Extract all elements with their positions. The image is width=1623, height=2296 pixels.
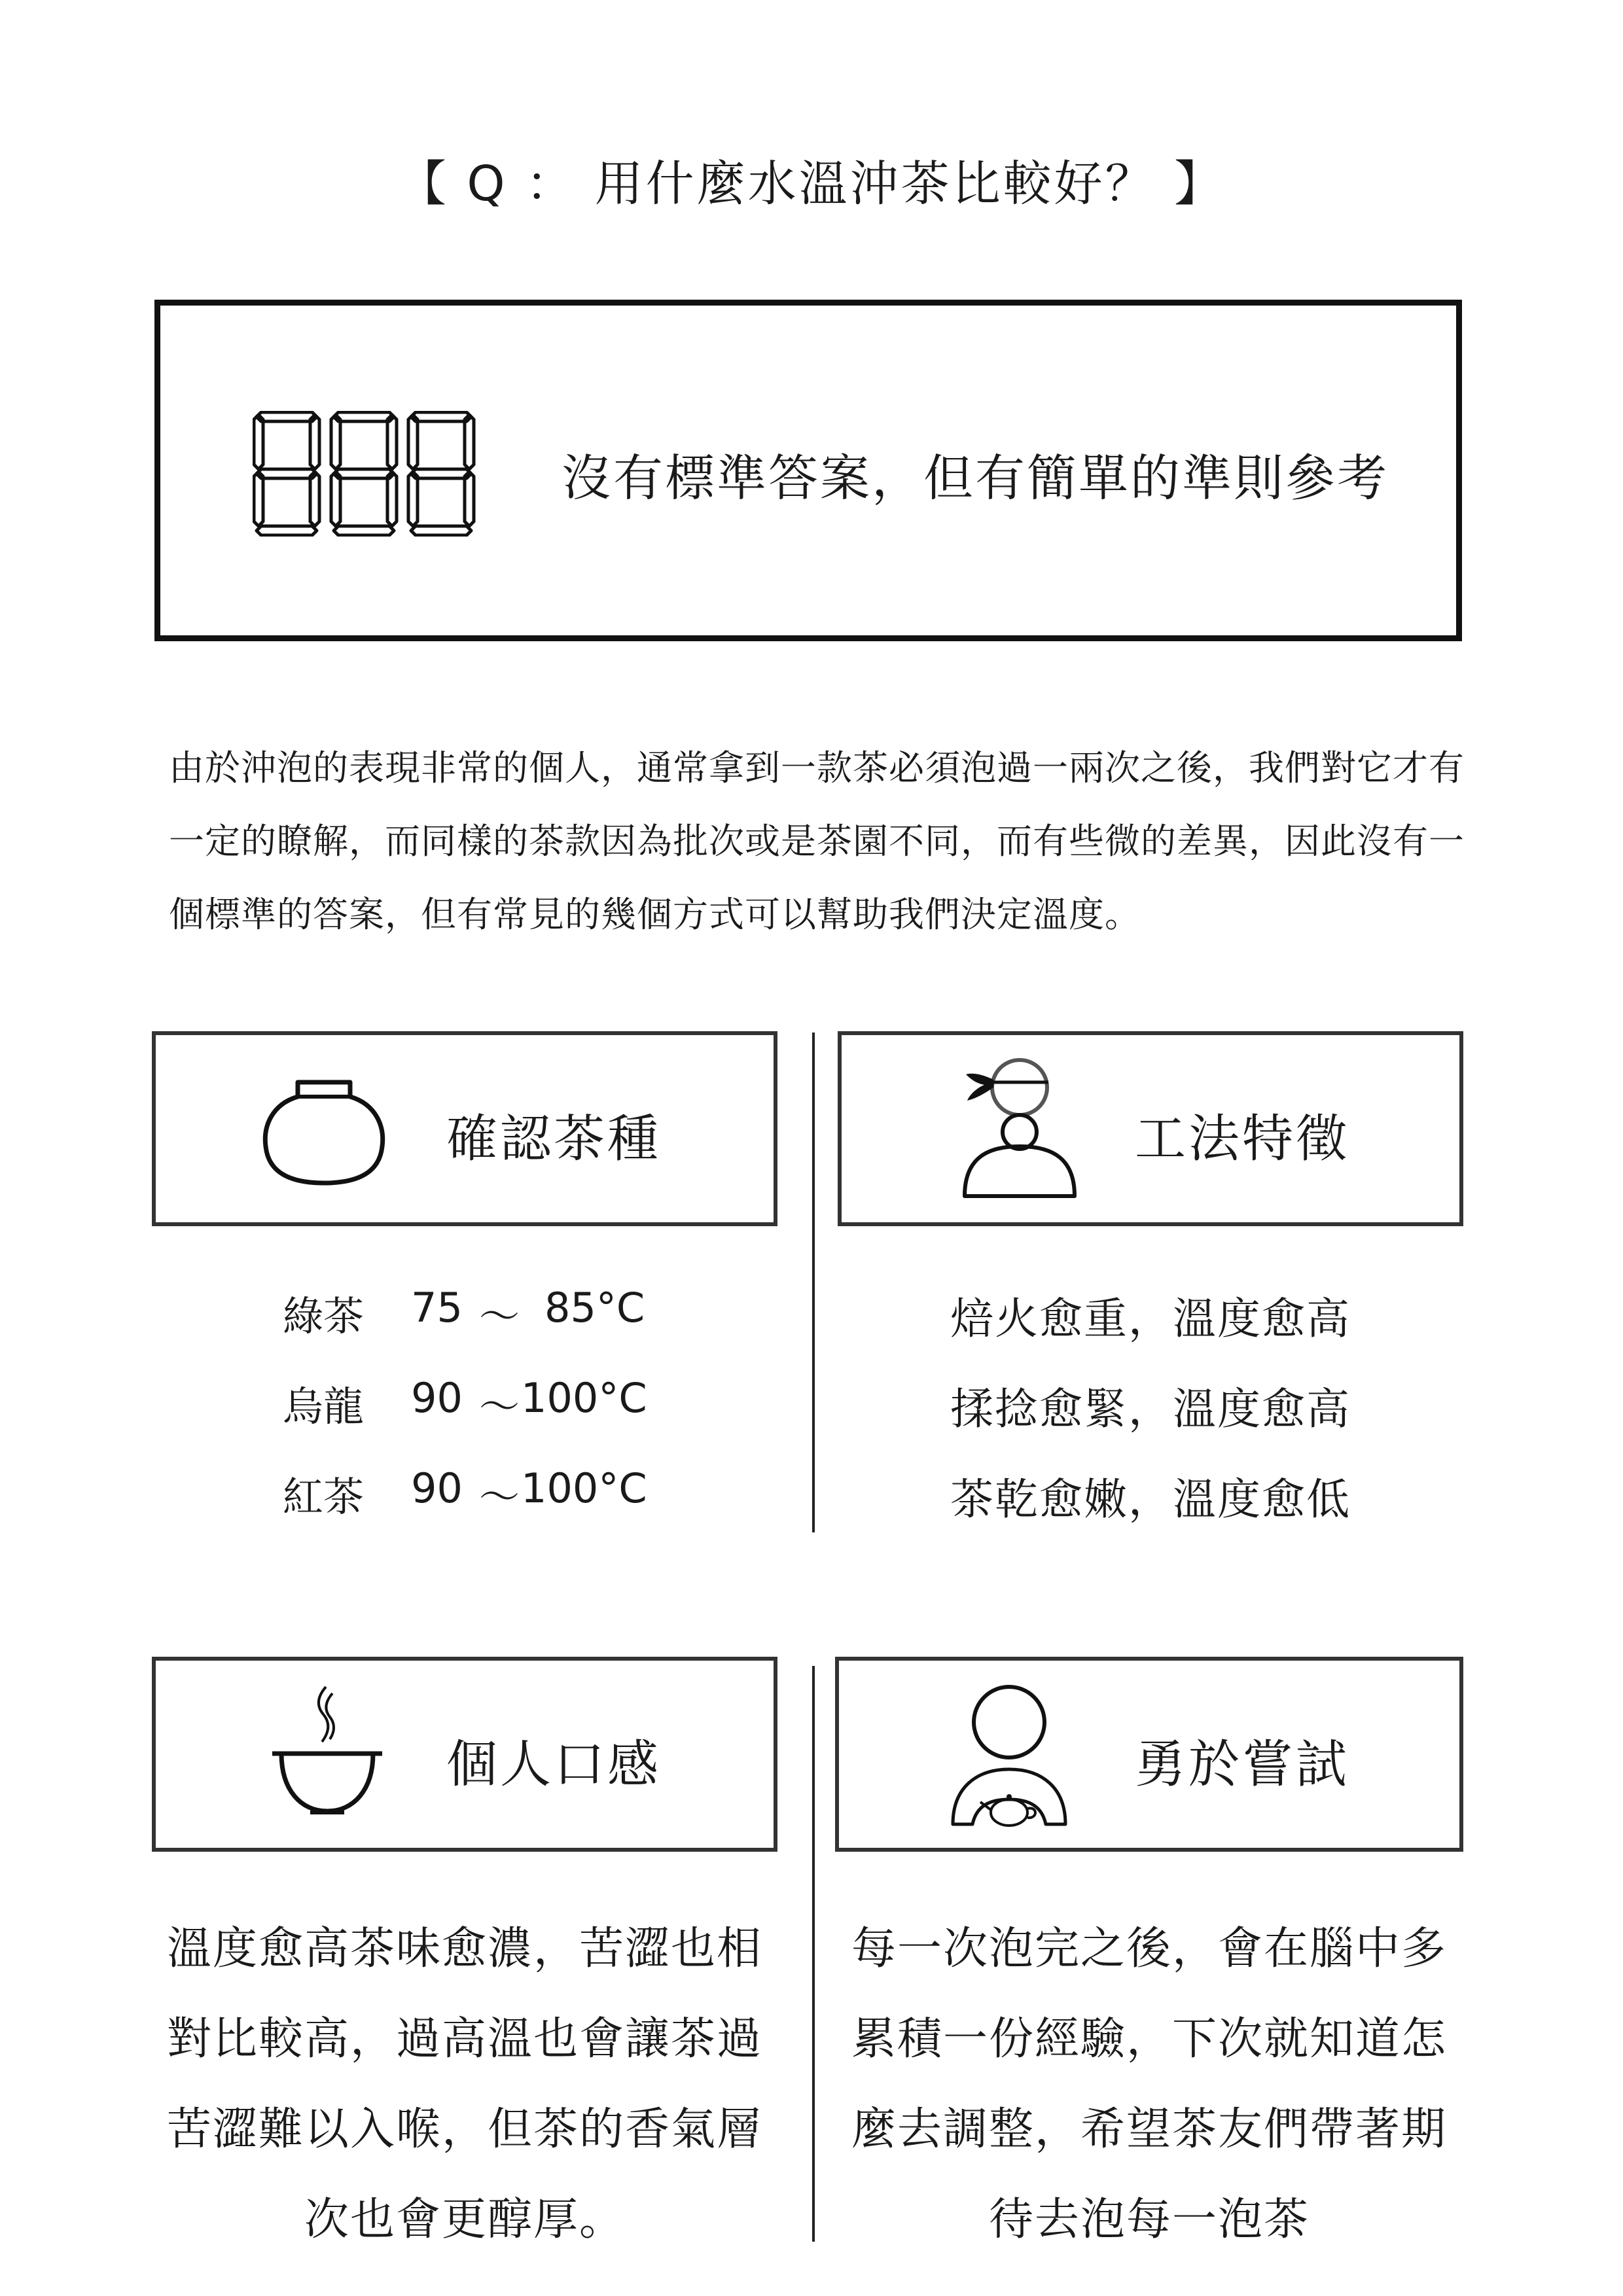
temp-low: 90 (411, 1374, 463, 1422)
tea-name: 綠茶 (283, 1292, 365, 1340)
paragraph-line: 累積一份經驗，下次就知道怎 (851, 2013, 1447, 2065)
paragraph-line: 對比較高，過高溫也會讓茶過 (166, 2013, 762, 2065)
card-title: 確認茶種 (446, 1110, 662, 1169)
paragraph-line: 麼去調整，希望茶友們帶著期 (851, 2104, 1447, 2155)
intro-line: 個標準的答案，但有常見的幾個方式可以幫助我們決定溫度。 (169, 894, 1141, 935)
paragraph-line: 每一次泡完之後，會在腦中多 (851, 1923, 1447, 1975)
list-item: 焙火愈重，溫度愈高 (950, 1294, 1351, 1344)
list-item: 揉捻愈緊，溫度愈高 (950, 1384, 1351, 1434)
temp-high: 100°C (521, 1464, 647, 1512)
try-card (835, 1657, 1463, 1852)
hero-text: 沒有標準答案，但有簡單的準則參考 (562, 449, 1389, 507)
paragraph-line: 次也會更醇厚。 (304, 2194, 625, 2246)
card-title: 勇於嘗試 (1135, 1735, 1350, 1794)
temp-low: 75 (411, 1284, 463, 1332)
paragraph-line: 苦澀難以入喉，但茶的香氣層 (166, 2104, 762, 2155)
tea-name: 紅茶 (283, 1473, 365, 1521)
taste-card (152, 1657, 777, 1852)
jar-icon (262, 1073, 386, 1193)
steaming-bowl-icon (267, 1674, 385, 1833)
intro-line: 一定的瞭解，而同樣的茶款因為批次或是茶園不同，而有些微的差異，因此沒有一 (169, 821, 1465, 862)
card-title: 個人口感 (446, 1735, 662, 1794)
page-title: 【 Q ： 用什麼水溫沖茶比較好？ 】 (397, 156, 1226, 212)
tea-master-icon (946, 1055, 1077, 1208)
process-card (838, 1031, 1463, 1226)
card-title: 工法特徵 (1135, 1110, 1350, 1169)
tea-type-card (152, 1031, 777, 1226)
temp-sep: ～ (479, 1292, 520, 1340)
intro-paragraph (169, 732, 1465, 951)
intro-line: 由於沖泡的表現非常的個人，通常拿到一款茶必須泡過一兩次之後，我們對它才有 (169, 747, 1465, 788)
temp-high: 100°C (521, 1374, 647, 1422)
tea-name: 烏龍 (283, 1383, 365, 1430)
paragraph-line: 溫度愈高茶味愈濃，苦澀也相 (166, 1923, 762, 1975)
column-divider (812, 1033, 815, 1532)
temp-sep: ～ (479, 1383, 520, 1430)
column-divider (812, 1666, 815, 2242)
list-item: 茶乾愈嫩，溫度愈低 (950, 1474, 1351, 1525)
person-with-teapot-icon (944, 1678, 1075, 1844)
temp-low: 90 (411, 1464, 463, 1512)
paragraph-line: 待去泡每一泡茶 (988, 2194, 1310, 2246)
seven-segment-display-icon (253, 411, 482, 539)
temp-sep: ～ (479, 1473, 520, 1521)
temp-high: 85°C (544, 1284, 645, 1332)
